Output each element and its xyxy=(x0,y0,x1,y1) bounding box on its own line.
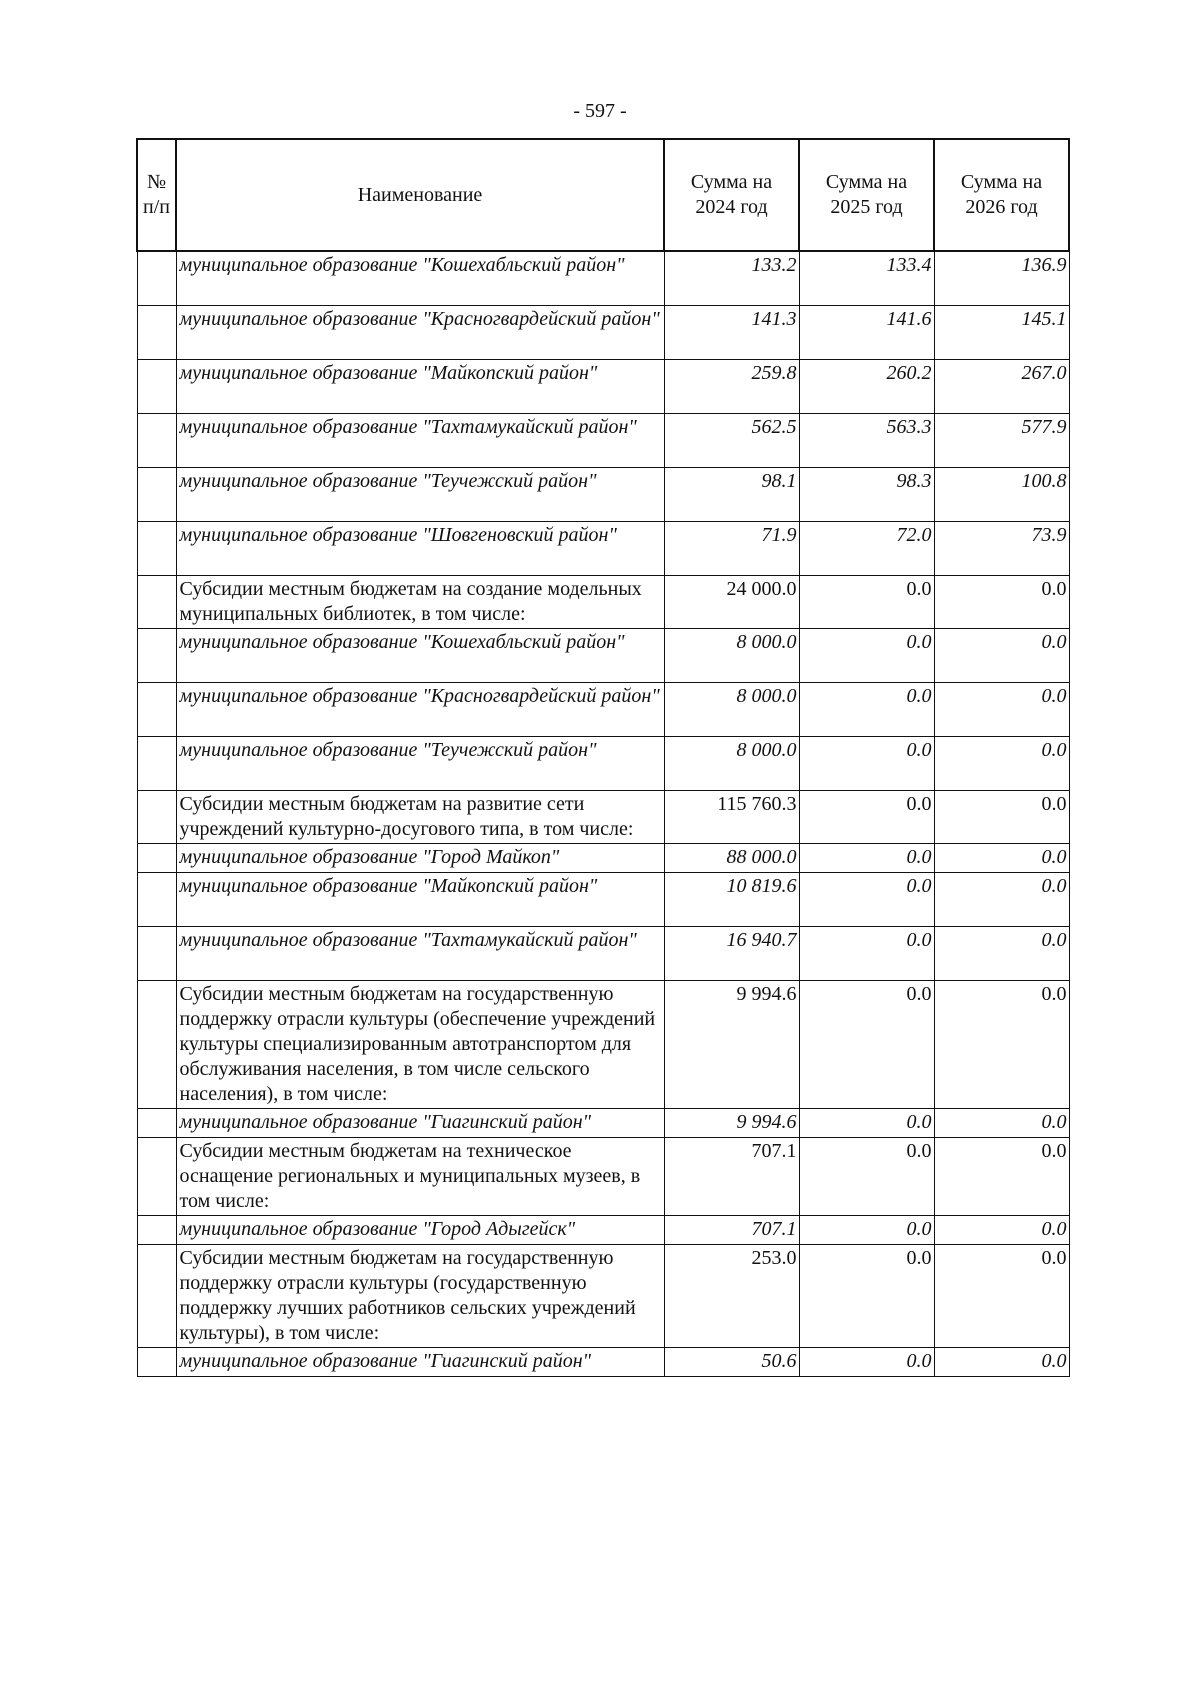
row-2025-cell: 0.0 xyxy=(799,576,934,629)
row-2025-cell: 0.0 xyxy=(799,981,934,1109)
row-2024-cell: 10 819.6 xyxy=(664,873,799,927)
table-row xyxy=(137,1109,1069,1138)
table-row xyxy=(137,522,1069,576)
row-2024-cell: 8 000.0 xyxy=(664,737,799,791)
row-2025-cell: 0.0 xyxy=(799,927,934,981)
row-number-cell xyxy=(137,414,176,468)
row-2024-cell: 88 000.0 xyxy=(664,844,799,873)
row-number-cell xyxy=(137,791,176,844)
row-name-cell: муниципальное образование "Гиагинский район" xyxy=(176,1109,664,1138)
table-row xyxy=(137,306,1069,360)
row-2025-cell: 0.0 xyxy=(799,844,934,873)
row-number-cell xyxy=(137,737,176,791)
row-2025-cell: 98.3 xyxy=(799,468,934,522)
row-2026-cell: 0.0 xyxy=(934,1109,1069,1138)
row-name-cell: муниципальное образование "Тахтамукайский район" xyxy=(176,927,664,981)
row-2024-cell: 707.1 xyxy=(664,1138,799,1216)
table-body xyxy=(137,251,1069,1377)
row-2026-cell: 0.0 xyxy=(934,873,1069,927)
table-row xyxy=(137,1348,1069,1377)
row-2026-cell: 136.9 xyxy=(934,251,1069,306)
row-name-cell: муниципальное образование "Кошехабльский район" xyxy=(176,629,664,683)
header-2025: Сумма на 2025 год xyxy=(799,139,934,251)
row-2026-cell: 0.0 xyxy=(934,927,1069,981)
row-2026-cell: 0.0 xyxy=(934,1348,1069,1377)
row-number-cell xyxy=(137,1216,176,1245)
table-row xyxy=(137,1216,1069,1245)
row-number-cell xyxy=(137,522,176,576)
row-2024-cell: 98.1 xyxy=(664,468,799,522)
table-row xyxy=(137,468,1069,522)
row-number-cell xyxy=(137,1109,176,1138)
row-name-cell: муниципальное образование "Город Адыгейск" xyxy=(176,1216,664,1245)
row-name-cell: муниципальное образование "Майкопский район" xyxy=(176,873,664,927)
header-2024: Сумма на 2024 год xyxy=(664,139,799,251)
row-2025-cell: 563.3 xyxy=(799,414,934,468)
table-row xyxy=(137,360,1069,414)
row-2025-cell: 133.4 xyxy=(799,251,934,306)
table-header-row xyxy=(137,139,1069,251)
row-2025-cell: 0.0 xyxy=(799,1216,934,1245)
row-2026-cell: 0.0 xyxy=(934,1245,1069,1348)
row-2024-cell: 562.5 xyxy=(664,414,799,468)
row-2026-cell: 0.0 xyxy=(934,1216,1069,1245)
table-row xyxy=(137,737,1069,791)
row-2025-cell: 0.0 xyxy=(799,737,934,791)
row-2025-cell: 0.0 xyxy=(799,629,934,683)
row-2026-cell: 0.0 xyxy=(934,1138,1069,1216)
row-number-cell xyxy=(137,927,176,981)
row-number-cell xyxy=(137,1245,176,1348)
row-number-cell xyxy=(137,360,176,414)
row-2026-cell: 0.0 xyxy=(934,981,1069,1109)
table-row xyxy=(137,844,1069,873)
table-row xyxy=(137,873,1069,927)
row-2026-cell: 0.0 xyxy=(934,844,1069,873)
row-name-cell: муниципальное образование "Город Майкоп" xyxy=(176,844,664,873)
table-row xyxy=(137,576,1069,629)
row-name-cell: Субсидии местным бюджетам на государственную поддержку отрасли культуры (обеспечение учреждений культуры специализированным автотранспортом для обслуживания населения, в том числе сельского населения), в том числе: xyxy=(176,981,664,1109)
row-2024-cell: 707.1 xyxy=(664,1216,799,1245)
row-number-cell xyxy=(137,1138,176,1216)
table-row xyxy=(137,1245,1069,1348)
row-name-cell: муниципальное образование "Красногвардейский район" xyxy=(176,306,664,360)
row-number-cell xyxy=(137,629,176,683)
row-2024-cell: 16 940.7 xyxy=(664,927,799,981)
page-number: - 597 - xyxy=(573,100,627,122)
row-number-cell xyxy=(137,576,176,629)
row-2026-cell: 145.1 xyxy=(934,306,1069,360)
row-name-cell: муниципальное образование "Шовгеновский район" xyxy=(176,522,664,576)
table-row xyxy=(137,629,1069,683)
row-2025-cell: 0.0 xyxy=(799,873,934,927)
row-2024-cell: 9 994.6 xyxy=(664,1109,799,1138)
row-2024-cell: 8 000.0 xyxy=(664,683,799,737)
row-2024-cell: 71.9 xyxy=(664,522,799,576)
row-2026-cell: 577.9 xyxy=(934,414,1069,468)
table-row xyxy=(137,1138,1069,1216)
row-2024-cell: 24 000.0 xyxy=(664,576,799,629)
row-2024-cell: 9 994.6 xyxy=(664,981,799,1109)
table-row xyxy=(137,251,1069,306)
row-2026-cell: 267.0 xyxy=(934,360,1069,414)
row-name-cell: муниципальное образование "Красногвардейский район" xyxy=(176,683,664,737)
row-2024-cell: 259.8 xyxy=(664,360,799,414)
row-2026-cell: 73.9 xyxy=(934,522,1069,576)
row-2024-cell: 253.0 xyxy=(664,1245,799,1348)
row-2025-cell: 260.2 xyxy=(799,360,934,414)
table-row xyxy=(137,927,1069,981)
row-2025-cell: 72.0 xyxy=(799,522,934,576)
row-2025-cell: 0.0 xyxy=(799,1138,934,1216)
row-2026-cell: 0.0 xyxy=(934,791,1069,844)
table-row xyxy=(137,414,1069,468)
row-name-cell: Субсидии местным бюджетам на техническое оснащение региональных и муниципальных музеев, в том числе: xyxy=(176,1138,664,1216)
header-name: Наименование xyxy=(176,139,664,251)
row-name-cell: муниципальное образование "Тахтамукайский район" xyxy=(176,414,664,468)
row-number-cell xyxy=(137,306,176,360)
row-name-cell: муниципальное образование "Теучежский район" xyxy=(176,468,664,522)
row-2025-cell: 0.0 xyxy=(799,1245,934,1348)
row-number-cell xyxy=(137,873,176,927)
row-number-cell xyxy=(137,468,176,522)
row-name-cell: муниципальное образование "Теучежский район" xyxy=(176,737,664,791)
row-2025-cell: 0.0 xyxy=(799,1109,934,1138)
row-2024-cell: 50.6 xyxy=(664,1348,799,1377)
header-number: № п/п xyxy=(137,139,176,251)
header-2026: Сумма на 2026 год xyxy=(934,139,1069,251)
row-2026-cell: 0.0 xyxy=(934,629,1069,683)
table-row xyxy=(137,791,1069,844)
row-2024-cell: 115 760.3 xyxy=(664,791,799,844)
row-name-cell: Субсидии местным бюджетам на государственную поддержку отрасли культуры (государственную поддержку лучших работников сельских учреждений культуры), в том числе: xyxy=(176,1245,664,1348)
budget-table xyxy=(136,138,1070,1377)
row-2025-cell: 0.0 xyxy=(799,1348,934,1377)
row-number-cell xyxy=(137,981,176,1109)
row-number-cell xyxy=(137,683,176,737)
row-2026-cell: 0.0 xyxy=(934,576,1069,629)
row-name-cell: муниципальное образование "Майкопский район" xyxy=(176,360,664,414)
row-number-cell xyxy=(137,1348,176,1377)
row-2025-cell: 0.0 xyxy=(799,683,934,737)
row-number-cell xyxy=(137,251,176,306)
row-number-cell xyxy=(137,844,176,873)
row-2024-cell: 141.3 xyxy=(664,306,799,360)
row-name-cell: Субсидии местным бюджетам на создание модельных муниципальных библиотек, в том числе: xyxy=(176,576,664,629)
row-name-cell: Субсидии местным бюджетам на развитие сети учреждений культурно-досугового типа, в том числе: xyxy=(176,791,664,844)
row-2025-cell: 0.0 xyxy=(799,791,934,844)
row-2026-cell: 100.8 xyxy=(934,468,1069,522)
table-row xyxy=(137,981,1069,1109)
row-2024-cell: 8 000.0 xyxy=(664,629,799,683)
row-2024-cell: 133.2 xyxy=(664,251,799,306)
table-row xyxy=(137,683,1069,737)
row-2026-cell: 0.0 xyxy=(934,683,1069,737)
row-name-cell: муниципальное образование "Кошехабльский район" xyxy=(176,251,664,306)
row-name-cell: муниципальное образование "Гиагинский район" xyxy=(176,1348,664,1377)
row-2025-cell: 141.6 xyxy=(799,306,934,360)
row-2026-cell: 0.0 xyxy=(934,737,1069,791)
